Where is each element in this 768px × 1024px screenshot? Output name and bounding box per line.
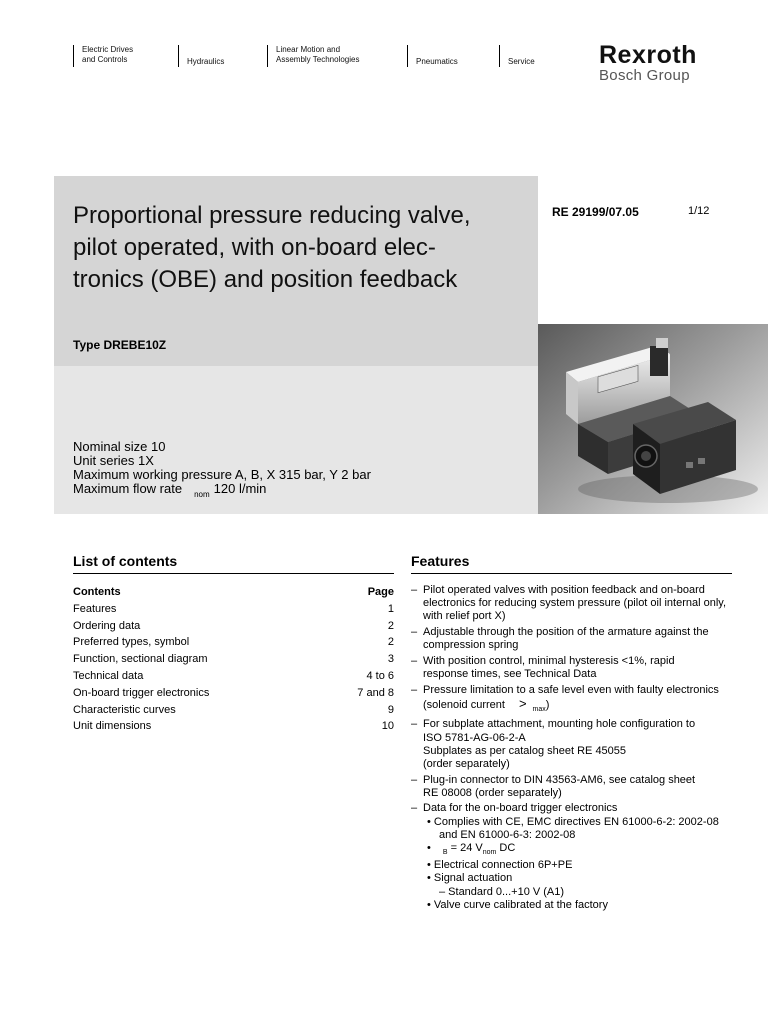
- feature-line-solenoid: [423, 697, 736, 716]
- feature-item: [411, 584, 736, 624]
- feature-dash: –: [411, 802, 418, 815]
- title-line: Proportional pressure reducing valve,: [73, 202, 471, 229]
- feature-line: Pilot operated valves with position feedback and on-board: [423, 584, 705, 596]
- nav-electric-drives[interactable]: [73, 45, 133, 67]
- feature-line: RE 08008 (order separately): [423, 786, 562, 799]
- spec-flow-sub: nom: [194, 490, 210, 499]
- toc-col-page: Page: [367, 586, 394, 598]
- title-line: tronics (OBE) and position feedback: [73, 266, 458, 293]
- toc-row[interactable]: [73, 718, 394, 735]
- toc-label: Function, sectional diagram: [73, 653, 208, 666]
- feature-standard: – Standard 0...+10 V (A1): [439, 885, 565, 898]
- title-line: pilot operated, with on-board elec-: [73, 234, 436, 261]
- document-number: RE 29199/07.05: [552, 205, 639, 219]
- feature-line: For subplate attachment, mounting hole configuration to: [423, 718, 696, 731]
- contents-heading: List of contents: [73, 553, 394, 574]
- toc-page: 9: [387, 703, 394, 716]
- nav-label: Linear Motion and: [276, 45, 341, 54]
- valve-photo: [538, 324, 768, 514]
- feature-line: Adjustable through the position of the armature against the: [423, 626, 709, 638]
- feature-item: [411, 774, 736, 800]
- toc-row[interactable]: [73, 651, 394, 668]
- feature-line: ISO 5781-AG-06-2-A: [423, 731, 526, 744]
- spec-pressure: Maximum working pressure A, B, X 315 bar, Y 2 bar: [73, 467, 371, 482]
- solenoid-close: ): [545, 698, 550, 711]
- toc-row[interactable]: [73, 634, 394, 651]
- brand-group: Bosch Group: [599, 67, 690, 84]
- nav-hydraulics[interactable]: [178, 45, 224, 67]
- page-title: [73, 200, 533, 296]
- nav-label: Hydraulics: [187, 57, 225, 66]
- toc-label: Preferred types, symbol: [73, 636, 190, 649]
- feature-line: Data for the on-board trigger electronics: [423, 802, 618, 815]
- voltage-unit: DC: [499, 842, 516, 854]
- toc-label: Unit dimensions: [73, 720, 152, 733]
- nav-label: Electric Drives: [82, 45, 134, 54]
- solenoid-text: (solenoid current: [423, 698, 505, 711]
- nav-label: Service: [508, 57, 535, 66]
- toc-page: 10: [381, 720, 394, 733]
- feature-voltage: [423, 842, 736, 859]
- feature-item: [411, 626, 736, 652]
- voltage-bullet: •: [427, 842, 431, 854]
- nav-label: and Controls: [82, 55, 128, 64]
- spec-flow: [73, 482, 371, 502]
- type-designation: Type DREBE10Z: [73, 338, 167, 352]
- toc-page: 3: [387, 653, 394, 666]
- nav-service[interactable]: [499, 45, 535, 67]
- toc-label: Ordering data: [73, 619, 141, 632]
- toc-page: 1: [387, 602, 394, 615]
- spec-nominal-size: Nominal size 10: [73, 439, 166, 454]
- feature-signal: • Signal actuation: [427, 872, 513, 885]
- voltage-sub-b: B: [442, 849, 448, 856]
- spec-unit-series: Unit series 1X: [73, 453, 154, 468]
- feature-line: electronics for reducing system pressure (pilot oil internal only,: [423, 597, 727, 610]
- toc-row[interactable]: [73, 601, 394, 618]
- feature-calibrated: • Valve curve calibrated at the factory: [427, 898, 608, 911]
- toc-page: 4 to 6: [366, 669, 394, 682]
- specifications: [73, 440, 371, 502]
- features-heading: Features: [411, 553, 732, 574]
- toc-row[interactable]: [73, 668, 394, 685]
- solenoid-gt: >: [518, 695, 527, 711]
- voltage-eq: = 24 V: [450, 842, 483, 854]
- nav-pneumatics[interactable]: [407, 45, 458, 67]
- brand-name: Rexroth: [599, 41, 697, 69]
- solenoid-sub: max: [532, 705, 546, 713]
- toc-row[interactable]: [73, 618, 394, 635]
- feature-line: Pressure limitation to a safe level even with faulty electronics: [423, 683, 719, 696]
- feature-line: With position control, minimal hysteresis <1%, rapid: [423, 654, 675, 667]
- voltage-sub-nom: nom: [482, 849, 497, 856]
- toc-page: 7 and 8: [357, 686, 394, 699]
- nav-linear-motion[interactable]: [267, 45, 359, 67]
- spec-flow-label: Maximum flow rate: [73, 481, 183, 496]
- toc-col-contents: Contents: [73, 586, 121, 598]
- nav-label: Pneumatics: [416, 57, 458, 66]
- toc-row[interactable]: [73, 685, 394, 702]
- toc-header: [73, 584, 394, 601]
- feature-emc: and EN 61000-6-3: 2002-08: [439, 828, 576, 841]
- feature-line: Subplates as per catalog sheet RE 45055: [423, 744, 627, 757]
- feature-line: compression spring: [423, 639, 519, 652]
- toc-label: Characteristic curves: [73, 703, 176, 716]
- toc-row[interactable]: [73, 702, 394, 719]
- toc-label: On-board trigger electronics: [73, 686, 210, 699]
- feature-item: [411, 684, 736, 716]
- toc-page: 2: [387, 619, 394, 632]
- feature-item: [411, 802, 736, 912]
- features-list: [411, 584, 736, 914]
- feature-dash: –: [411, 626, 418, 638]
- page-number: 1/12: [688, 205, 710, 217]
- feature-line: with relief port X): [423, 610, 506, 623]
- brand-logo: [599, 42, 697, 84]
- nav-label: Assembly Technologies: [276, 55, 360, 64]
- feature-emc: • Complies with CE, EMC directives EN 61000-6-2: 2002-08: [427, 815, 719, 828]
- feature-dash: –: [411, 683, 418, 696]
- feature-dash: –: [411, 584, 418, 596]
- feature-dash: –: [411, 654, 418, 667]
- feature-dash: –: [411, 773, 418, 786]
- feature-item: [411, 655, 736, 681]
- feature-item: [411, 718, 736, 771]
- feature-dash: –: [411, 718, 418, 731]
- toc-page: 2: [387, 636, 394, 649]
- spec-flow-value: 120 l/min: [213, 481, 267, 496]
- toc-label: Features: [73, 602, 117, 615]
- feature-line: Plug-in connector to DIN 43563-AM6, see catalog sheet: [423, 773, 696, 786]
- feature-line: response times, see Technical Data: [423, 668, 597, 680]
- feature-electrical: • Electrical connection 6P+PE: [427, 859, 573, 872]
- feature-line: (order separately): [423, 758, 510, 770]
- table-of-contents: [73, 584, 394, 735]
- toc-label: Technical data: [73, 669, 144, 682]
